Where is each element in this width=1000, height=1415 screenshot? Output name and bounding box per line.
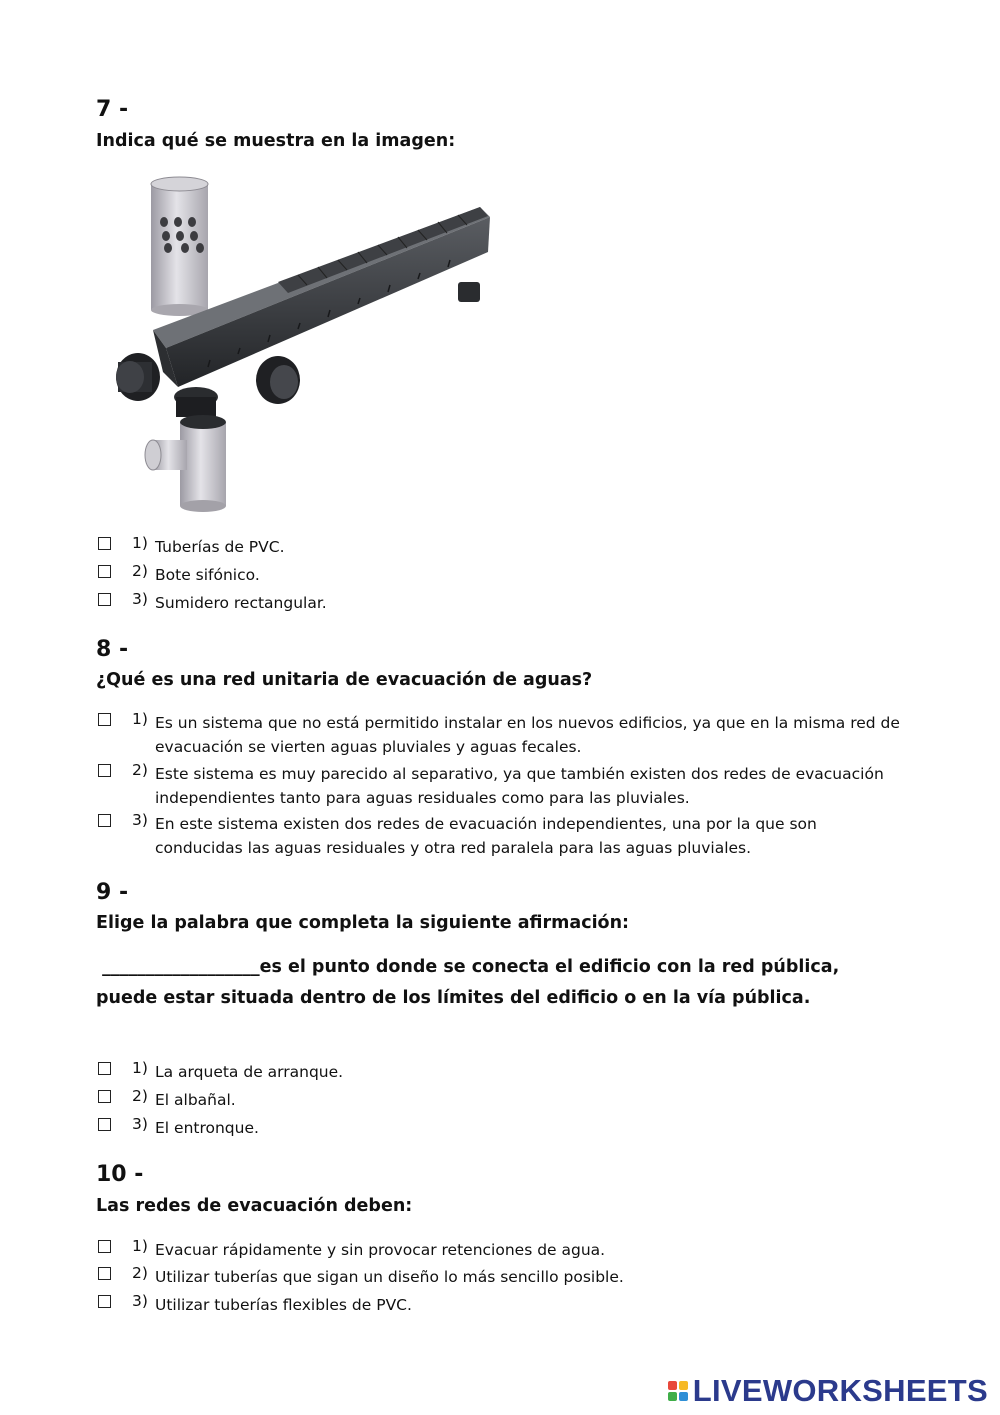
question-9-number: 9 - [96, 880, 129, 905]
checkbox[interactable] [98, 565, 111, 578]
option-number: 3) [132, 811, 148, 829]
option-text: Bote sifónico. [155, 566, 260, 584]
option-text: La arqueta de arranque. [155, 1063, 344, 1081]
question-8-text: ¿Qué es una red unitaria de evacuación de aguas? [96, 670, 593, 690]
q10-option-3[interactable] [96, 1293, 906, 1317]
question-10-number: 10 - [96, 1162, 144, 1187]
q9-option-2[interactable] [96, 1088, 906, 1112]
q7-option-2[interactable] [96, 563, 906, 587]
q8-option-3[interactable] [96, 812, 906, 860]
question-7-number: 7 - [96, 97, 129, 122]
question-9-text: Elige la palabra que completa la siguiente afirmación: [96, 913, 630, 933]
checkbox[interactable] [98, 1090, 111, 1103]
option-number: 1) [132, 534, 148, 552]
option-text: Utilizar tuberías flexibles de PVC. [155, 1296, 412, 1314]
option-text: El entronque. [155, 1119, 259, 1137]
checkbox[interactable] [98, 1118, 111, 1131]
option-number: 2) [132, 1264, 148, 1282]
checkbox[interactable] [98, 1267, 111, 1280]
option-text: En este sistema existen dos redes de evacuación independientes, una por la que son conducidas las aguas residuales y otra red paralela para las aguas pluviales. [155, 815, 817, 857]
option-number: 1) [132, 1059, 148, 1077]
q10-option-2[interactable] [96, 1265, 906, 1289]
q8-option-1[interactable] [96, 711, 906, 759]
checkbox[interactable] [98, 713, 111, 726]
option-number: 2) [132, 761, 148, 779]
logo-mark-icon [668, 1381, 688, 1401]
logo-square [679, 1392, 688, 1401]
checkbox[interactable] [98, 593, 111, 606]
logo-square [679, 1381, 688, 1390]
option-number: 1) [132, 710, 148, 728]
option-text: Utilizar tuberías que sigan un diseño lo más sencillo posible. [155, 1268, 624, 1286]
q7-option-1[interactable] [96, 535, 906, 559]
option-text: Evacuar rápidamente y sin provocar retenciones de agua. [155, 1241, 606, 1259]
question-8-number: 8 - [96, 637, 129, 662]
logo-square [668, 1381, 677, 1390]
option-text: Tuberías de PVC. [155, 538, 285, 556]
q7-option-3[interactable] [96, 591, 906, 615]
checkbox[interactable] [98, 1240, 111, 1253]
checkbox[interactable] [98, 537, 111, 550]
logo-square [668, 1392, 677, 1401]
checkbox[interactable] [98, 1062, 111, 1075]
logo-text: LIVEWORKSHEETS [692, 1373, 988, 1408]
checkbox[interactable] [98, 764, 111, 777]
question-7-text: Indica qué se muestra en la imagen: [96, 131, 456, 151]
option-text: Este sistema es muy parecido al separativo, ya que también existen dos redes de evacuación independientes tanto para aguas residuales como para las pluviales. [155, 765, 884, 807]
liveworksheets-logo[interactable] [668, 1374, 988, 1408]
fill-in-statement: __________________es el punto donde se conecta el edificio con la red pública, puede estar situada dentro de los límites del edificio o en la vía pública. [96, 957, 846, 1008]
q8-option-2[interactable] [96, 762, 906, 810]
q9-option-1[interactable] [96, 1060, 906, 1084]
option-text: Sumidero rectangular. [155, 594, 327, 612]
option-text: El albañal. [155, 1091, 236, 1109]
option-number: 3) [132, 1292, 148, 1310]
q9-option-3[interactable] [96, 1116, 906, 1140]
option-number: 2) [132, 1087, 148, 1105]
question-10-text: Las redes de evacuación deben: [96, 1196, 413, 1216]
checkbox[interactable] [98, 1295, 111, 1308]
option-number: 1) [132, 1237, 148, 1255]
checkbox[interactable] [98, 814, 111, 827]
option-number: 2) [132, 562, 148, 580]
q10-option-1[interactable] [96, 1238, 906, 1262]
drainage-channel-image [108, 172, 493, 518]
option-text: Es un sistema que no está permitido instalar en los nuevos edificios, ya que en la misma red de evacuación se vierten aguas pluviales y aguas fecales. [155, 714, 900, 756]
option-number: 3) [132, 590, 148, 608]
option-number: 3) [132, 1115, 148, 1133]
